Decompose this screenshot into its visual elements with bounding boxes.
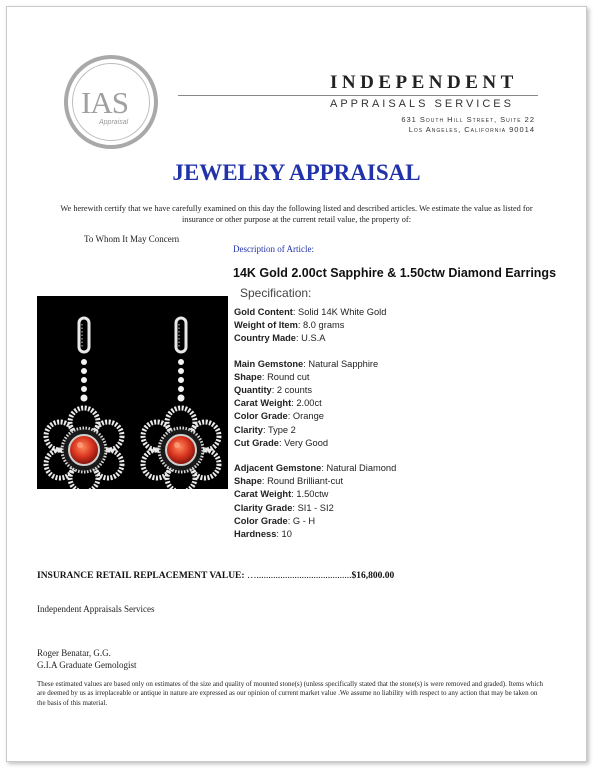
left-earring: [46, 318, 122, 489]
spec-row: Clarity: Type 2: [234, 424, 296, 435]
header-divider: [178, 95, 538, 96]
company-logo: [64, 55, 158, 149]
spec-row: Color Grade: G - H: [234, 515, 316, 526]
certification-text: We herewith certify that we have carefully examined on this day the following listed and described articles. We estimate the value as listed for insurance or other purpose at the current retail value, the property of:: [60, 204, 533, 224]
appraiser-title: G.I.A Graduate Gemologist: [37, 660, 137, 670]
spec-row: Country Made: U.S.A: [234, 333, 326, 344]
company-name: INDEPENDENT: [330, 72, 518, 93]
spec-row: Main Gemstone: Natural Sapphire: [234, 358, 379, 369]
adjacent-gemstone-spec-group: [234, 462, 396, 541]
spec-row: Carat Weight: 1.50ctw: [234, 489, 329, 500]
article-title: 14K Gold 2.00ct Sapphire & 1.50ctw Diamond Earrings: [233, 266, 557, 280]
address-line-1: 631 South Hill Street, Suite 22: [401, 115, 535, 124]
replacement-value-amount: $16,800.00: [351, 571, 395, 581]
spec-row: Cut Grade: Very Good: [234, 437, 329, 448]
document-title: JEWELRY APPRAISAL: [172, 160, 421, 185]
spec-row: Color Grade: Orange: [234, 411, 324, 422]
signature-company: Independent Appraisals Services: [37, 604, 155, 614]
description-label: Description of Article:: [233, 244, 314, 254]
logo-subtext: Appraisal: [99, 119, 129, 126]
gold-spec-group: [234, 306, 396, 346]
spec-row: Adjacent Gemstone: Natural Diamond: [234, 463, 397, 474]
address-line-2: Los Angeles, California 90014: [408, 125, 535, 134]
spec-row: Clarity Grade: SI1 - SI2: [234, 502, 334, 513]
earrings-photo: [37, 296, 228, 489]
logo-letters: IAS: [81, 85, 128, 120]
replacement-value: [37, 571, 394, 581]
right-earring: [143, 318, 219, 489]
spec-row: Weight of Item: 8.0 grams: [234, 320, 345, 331]
spec-row: Shape: Round Brilliant-cut: [234, 476, 344, 487]
value-leader-dots: …........................................: [246, 571, 352, 581]
appraiser-name: Roger Benatar, G.G.: [37, 648, 111, 658]
spec-row: Quantity: 2 counts: [234, 385, 313, 396]
specifications: [234, 306, 396, 553]
spec-row: Carat Weight: 2.00ct: [234, 398, 322, 409]
replacement-value-label: INSURANCE RETAIL REPLACEMENT VALUE:: [37, 571, 245, 581]
spec-row: Gold Content: Solid 14K White Gold: [234, 307, 387, 317]
specification-label: Specification:: [240, 286, 312, 300]
recipient: To Whom It May Concern: [84, 234, 180, 244]
spec-row: Hardness: 10: [234, 529, 292, 540]
company-subtitle: APPRAISALS SERVICES: [330, 98, 514, 110]
spec-row: Shape: Round cut: [234, 371, 310, 382]
main-gemstone-spec-group: [234, 358, 396, 450]
disclaimer-text: These estimated values are based only on estimates of the size and quality of mounted stone(s) (unless specifically stated that the stone(s) is were removed and graded). Items which are deemed by us as irreplaceable or antique in nature are expressed as our opinion of current market value .We assume no liability with respect to any action that may be taken on the basis of this material.: [37, 680, 543, 707]
